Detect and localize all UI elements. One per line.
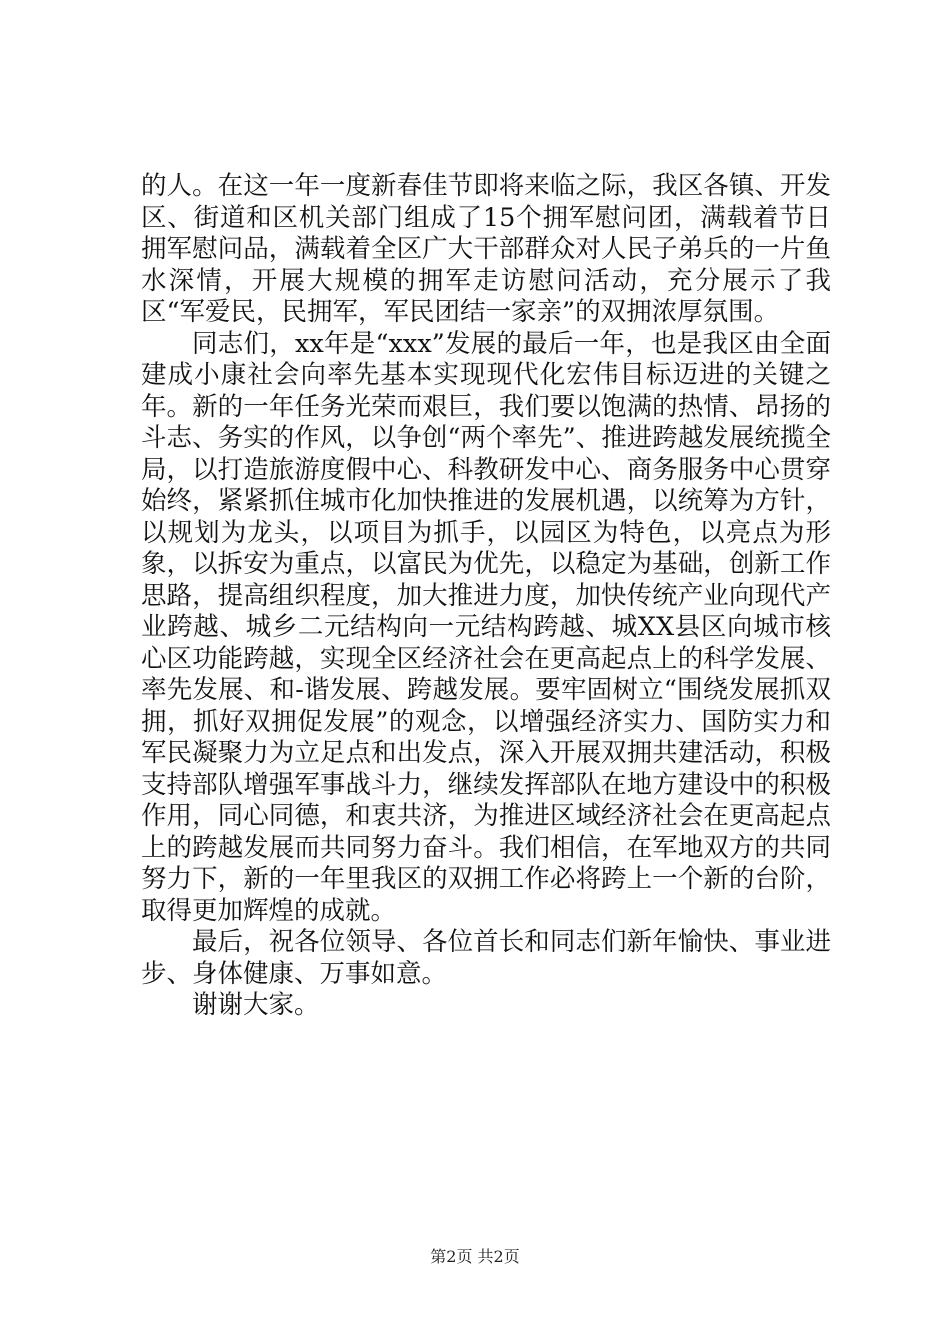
paragraph-2: 同志们，xx年是“xxx”发展的最后一年，也是我区由全面建成小康社会向率先基本实现现代化宏伟目标迈进的关键之年。新的一年任务光荣而艰巨，我们要以饱满的热情、昂扬的斗志、务实的作风，以争创“两个率先”、推进跨越发展统揽全局，以打造旅游度假中心、科教研发中心、商务服务中心贯穿始终，紧紧抓住城市化加快推进的发展机遇，以统筹为方针，以规划为龙头，以项目为抓手，以园区为特色，以亮点为形象，以拆安为重点，以富民为优先，以稳定为基础，创新工作思路，提高组织程度，加大推进力度，加快传统产业向现代产业跨越、城乡二元结构向一元结构跨越、城XX县区向城市核心区功能跨越，实现全区经济社会在更高起点上的科学发展、率先发展、和-谐发展、跨越发展。要牢固树立“围绕发展抓双拥，抓好双拥促发展”的观念，以增强经济实力、国防实力和军民凝聚力为立足点和出发点，深入开展双拥共建活动，积极支持部队增强军事战斗力，继续发挥部队在地方建设中的积极作用，同心同德，和衷共济，为推进区域经济社会在更高起点上的跨越发展而共同努力奋斗。我们相信，在军地双方的共同努力下，新的一年里我区的双拥工作必将跨上一个新的台阶，取得更加辉煌的成就。 bbox=[141, 328, 831, 926]
paragraph-1: 的人。在这一年一度新春佳节即将来临之际，我区各镇、开发区、街道和区机关部门组成了15个拥军慰问团，满载着节日拥军慰问品，满载着全区广大干部群众对人民子弟兵的一片鱼水深情，开展大规模的拥军走访慰问活动，充分展示了我区“军爱民，民拥军，军民团结一家亲”的双拥浓厚氛围。 bbox=[141, 171, 831, 327]
paragraph-4: 谢谢大家。 bbox=[192, 990, 320, 1020]
page-footer: 第2页 共2页 bbox=[430, 1247, 520, 1266]
paragraph-3: 最后，祝各位领导、各位首长和同志们新年愉快、事业进步、身体健康、万事如意。 bbox=[141, 927, 831, 989]
document-body bbox=[141, 171, 831, 1022]
